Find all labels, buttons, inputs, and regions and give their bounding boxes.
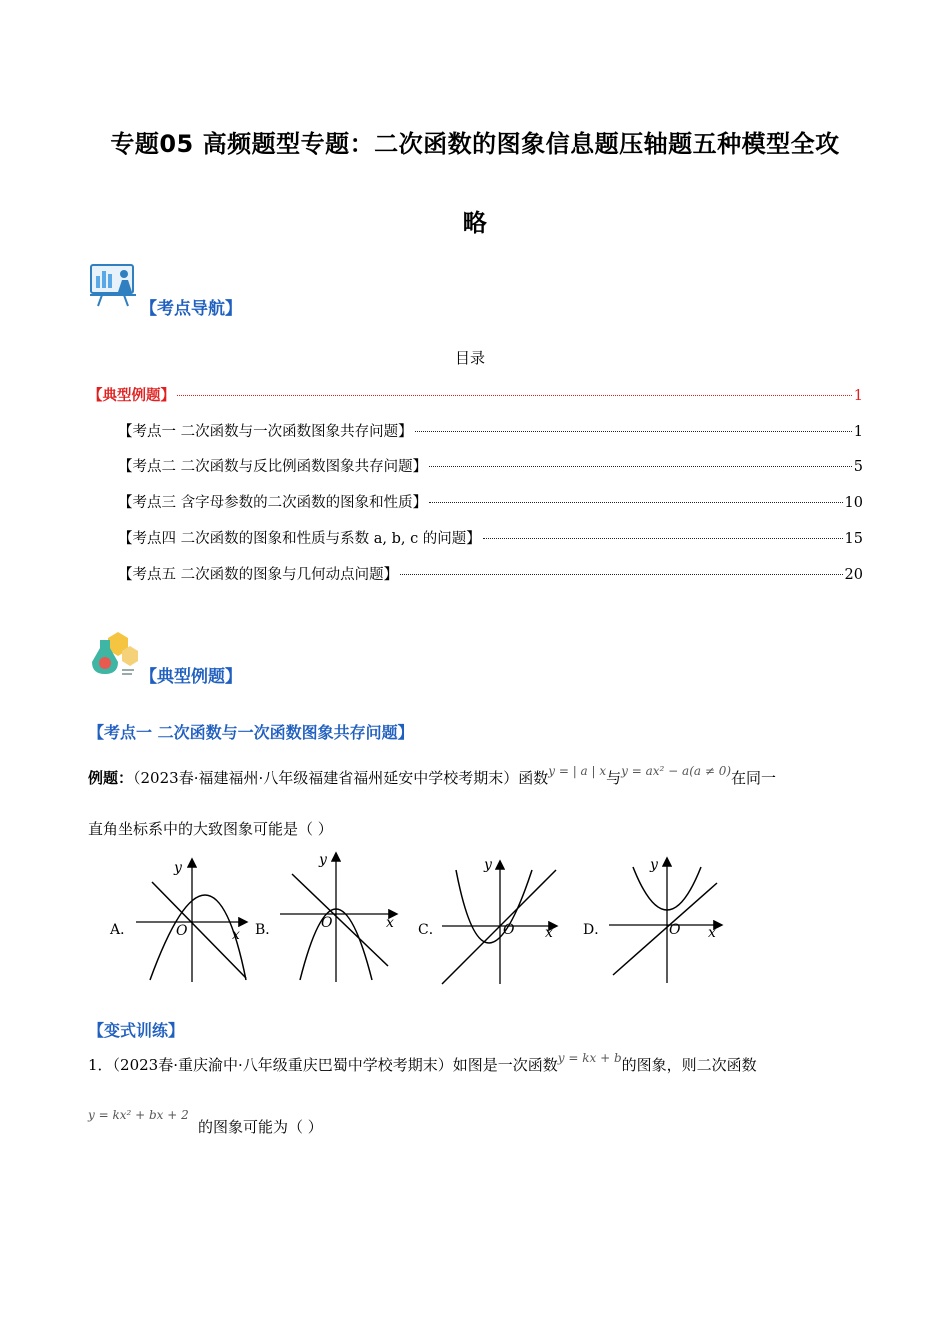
page-title-line1: 专题05 高频题型专题：二次函数的图象信息题压轴题五种模型全攻 [110,130,840,158]
option-a-graph[interactable] [128,852,258,986]
option-b-x-label: x [386,915,394,931]
option-c-letter[interactable]: C． [418,922,443,938]
toc-item[interactable] [118,420,863,441]
example-conj: 与 [606,769,622,787]
toc-item[interactable] [118,527,863,548]
option-b-y-label: y [319,852,327,868]
toc-dot-leader [429,466,852,467]
toc-item-page: 1 [853,424,863,440]
toc-item[interactable] [118,455,863,476]
option-a-y-label: y [174,860,182,876]
toc-item-label: 【考点一 二次函数与一次函数图象共存问题】 [118,424,413,440]
toc-item-page: 20 [844,567,863,583]
toc-main-label: 【典型例题】 [88,387,175,404]
variant-question-1-line2: 的图象可能为（ ） [198,1118,323,1136]
option-c-x-label: x [545,925,553,941]
toc-item-label: 【考点二 二次函数与反比例函数图象共存问题】 [118,459,428,475]
flask-hexagon-icon [88,630,138,678]
toc-dot-leader [415,431,852,432]
page-title-line2: 略 [462,209,488,237]
presentation-board-icon [88,262,140,308]
question-source: （2023春·重庆渝中·八年级重庆巴蜀中学校考期末）如图是一次函数 [112,1056,558,1074]
toc-dot-leader [177,395,852,396]
toc-item-label: 【考点四 二次函数的图象和性质与系数 a, b, c 的问题】 [118,531,481,547]
toc-item-page: 5 [853,459,863,475]
toc-item-page: 15 [844,531,863,547]
option-a-x-label: x [232,927,240,943]
topic1-header: 【考点一 二次函数与一次函数图象共存问题】 [88,723,414,742]
toc-dot-leader [400,574,842,575]
toc-item-page: 10 [844,495,863,511]
option-a-letter[interactable]: A． [110,922,135,938]
example-line1 [88,764,777,788]
question-text-2: 的图象，则二次函数 [621,1056,757,1074]
option-d-graph[interactable] [605,853,730,986]
section-header: 【典型例题】 [140,667,242,687]
toc-main-entry[interactable] [88,384,863,405]
variant-question-1-line1 [88,1051,757,1075]
option-d-x-label: x [708,925,716,941]
option-d-letter[interactable]: D． [583,922,609,938]
toc-item-label: 【考点五 二次函数的图象与几何动点问题】 [118,567,399,583]
example-line2: 直角坐标系中的大致图象可能是（ ） [88,820,333,838]
variant-question-1-formula [88,1105,189,1123]
option-d-origin-label: O [669,922,681,938]
toc-dot-leader [483,538,843,539]
toc-heading: 目录 [455,349,486,367]
option-c-origin-label: O [503,922,515,938]
option-b-origin-label: O [321,915,333,931]
option-a-origin-label: O [176,923,188,939]
option-d-y-label: y [650,857,658,873]
toc-item[interactable] [118,563,863,584]
question-number: 1． [88,1056,113,1074]
toc-main-page: 1 [853,388,863,404]
question-formula-1: y = kx + b [557,1051,622,1065]
example-formula-1: y = | a | x [548,764,607,778]
option-c-graph[interactable] [438,856,568,986]
toc-item-label: 【考点三 含字母参数的二次函数的图象和性质】 [118,495,428,511]
option-b-letter[interactable]: B． [255,922,280,938]
toc-dot-leader [429,502,842,503]
example-label: 例题： [88,769,134,787]
nav-header: 【考点导航】 [140,299,242,319]
example-formula-2: y = ax² − a(a ≠ 0) [621,764,732,778]
question-formula-2: y = kx² + bx + 2 [88,1108,189,1122]
toc-item[interactable] [118,491,863,512]
variant-header: 【变式训练】 [88,1021,185,1040]
option-c-y-label: y [484,857,492,873]
example-tail: 在同一 [731,769,777,787]
example-source: （2023春·福建福州·八年级福建省福州延安中学校考期末）函数 [133,769,549,787]
